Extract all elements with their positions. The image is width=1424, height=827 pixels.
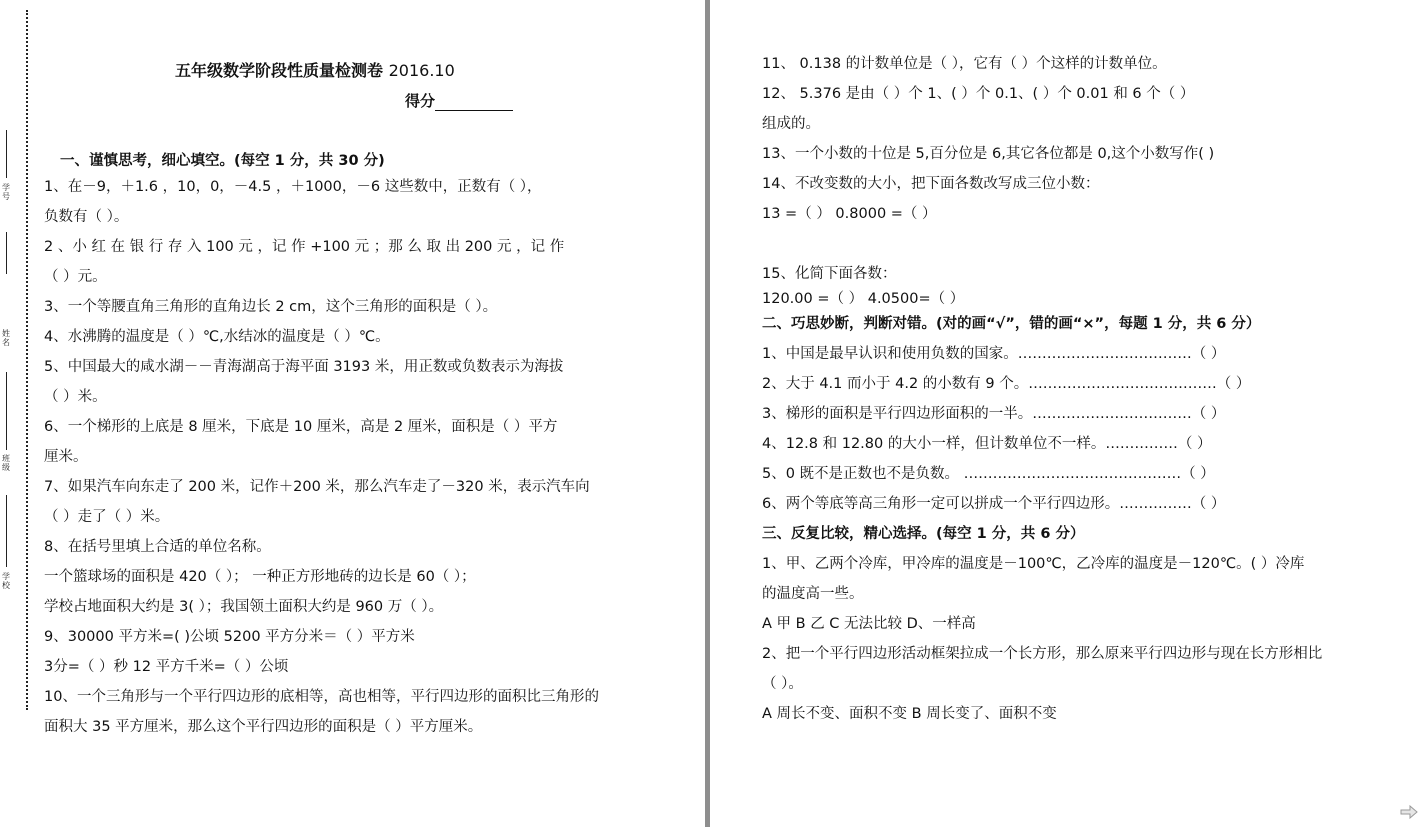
question-line: 1、在－9，＋1.6 ，10，0，－4.5 ，＋1000，－6 这些数中，正数有（ ）， <box>44 179 542 195</box>
exam-title <box>175 58 455 81</box>
question-line: 4、12.8 和 12.80 的大小一样，但计数单位不一样。……………（ ） <box>762 436 1212 452</box>
score-label: 得分 <box>405 92 436 110</box>
section-heading: 三、反复比较，精心选择。(每空 1 分，共 6 分） <box>762 526 1085 542</box>
question-line: 1、甲、乙两个冷库，甲冷库的温度是－100℃，乙冷库的温度是－120℃。( ）冷库 <box>762 556 1305 572</box>
page-divider <box>705 0 710 827</box>
margin-label-char: 学 <box>2 183 10 192</box>
question-line: 3分=（ ）秒 12 平方千米=（ ）公顷 <box>44 659 289 675</box>
question-line: 6、两个等底等高三角形一定可以拼成一个平行四边形。……………（ ） <box>762 496 1226 512</box>
margin-label-char: 级 <box>2 463 10 472</box>
section-heading: 二、巧思妙断，判断对错。(对的画“√”，错的画“×”，每题 1 分，共 6 分） <box>762 316 1261 332</box>
margin-label-char: 学 <box>2 572 10 581</box>
section-heading: 一、谨慎思考，细心填空。(每空 1 分，共 30 分) <box>60 153 385 169</box>
question-line: 1、中国是最早认识和使用负数的国家。………………………………（ ） <box>762 346 1226 362</box>
question-line: 8、在括号里填上合适的单位名称。 <box>44 539 271 555</box>
question-line: 组成的。 <box>762 116 820 132</box>
choice-options: A 甲 B 乙 C 无法比较 D、一样高 <box>762 616 976 632</box>
margin-blank-line <box>6 130 7 178</box>
question-line: （ ）。 <box>762 676 803 692</box>
question-line: 11、 0.138 的计数单位是（ ），它有（ ）个这样的计数单位。 <box>762 56 1167 72</box>
margin-blank-line <box>6 495 7 567</box>
question-line: 3、一个等腰直角三角形的直角边长 2 cm，这个三角形的面积是（ ）。 <box>44 299 498 315</box>
question-line: 5、0 既不是正数也不是负数。 ………………………………………（ ） <box>762 466 1215 482</box>
question-line: 4、水沸腾的温度是（ ）℃,水结冰的温度是（ ）℃。 <box>44 329 390 345</box>
margin-label-char: 名 <box>2 338 10 347</box>
margin-label-char: 姓 <box>2 329 10 338</box>
question-line: 14、不改变数的大小，把下面各数改写成三位小数： <box>762 176 1100 192</box>
question-line: 负数有（ ）。 <box>44 209 129 225</box>
question-line: 9、30000 平方米=( )公顷 5200 平方分米＝（ ）平方米 <box>44 629 415 645</box>
question-line: 一个篮球场的面积是 420（ ）； 一种正方形地砖的边长是 60（ ）； <box>44 569 476 585</box>
question-line: 7、如果汽车向东走了 200 米，记作＋200 米，那么汽车走了－320 米，表示汽车向 <box>44 479 590 495</box>
margin-label-char: 号 <box>2 192 10 201</box>
score-field <box>405 90 513 111</box>
question-line: （ ）走了（ ）米。 <box>44 509 170 525</box>
margin-label-char: 班 <box>2 454 10 463</box>
question-line: 学校占地面积大约是 3( ）；我国领土面积大约是 960 万（ ）。 <box>44 599 444 615</box>
margin-blank-line <box>6 372 7 450</box>
question-line: 13 =（ ） 0.8000 =（ ） <box>762 206 937 222</box>
margin-label-char: 校 <box>2 581 10 590</box>
binding-dotted-line <box>26 10 28 710</box>
question-line: 10、一个三角形与一个平行四边形的底相等，高也相等，平行四边形的面积比三角形的 <box>44 689 599 705</box>
question-line: 12、 5.376 是由（ ）个 1、( ）个 0.1、( ）个 0.01 和 6 个（ ） <box>762 86 1195 102</box>
exam-year: 2016.10 <box>388 61 455 80</box>
question-line: 15、化简下面各数： <box>762 266 897 282</box>
question-line: （ ）元。 <box>44 269 107 285</box>
next-page-arrow-icon[interactable] <box>1400 805 1418 819</box>
question-line: 13、一个小数的十位是 5,百分位是 6,其它各位都是 0,这个小数写作( ) <box>762 146 1215 162</box>
question-line: （ ）米。 <box>44 389 107 405</box>
exam-title-text: 五年级数学阶段性质量检测卷 <box>175 61 384 80</box>
question-line: 2 、小 红 在 银 行 存 入 100 元 ，记 作 +100 元 ；那 么 取 出 200 元 ，记 作 <box>44 239 565 255</box>
question-line: 2、大于 4.1 而小于 4.2 的小数有 9 个。…………………………………（ ） <box>762 376 1251 392</box>
question-line: 2、把一个平行四边形活动框架拉成一个长方形，那么原来平行四边形与现在长方形相比 <box>762 646 1323 662</box>
question-line: 5、中国最大的咸水湖－－青海湖高于海平面 3193 米，用正数或负数表示为海拔 <box>44 359 564 375</box>
score-blank[interactable] <box>435 96 513 111</box>
choice-options: A 周长不变、面积不变 B 周长变了、面积不变 <box>762 706 1057 722</box>
question-line: 面积大 35 平方厘米，那么这个平行四边形的面积是（ ）平方厘米。 <box>44 719 483 735</box>
question-line: 6、一个梯形的上底是 8 厘米，下底是 10 厘米，高是 2 厘米，面积是（ ）平方 <box>44 419 558 435</box>
question-line: 厘米。 <box>44 449 88 465</box>
question-line: 3、梯形的面积是平行四边形面积的一半。……………………………（ ） <box>762 406 1226 422</box>
margin-blank-line <box>6 232 7 274</box>
question-line: 的温度高一些。 <box>762 586 864 602</box>
question-line: 120.00 =（ ） 4.0500=（ ） <box>762 291 965 307</box>
